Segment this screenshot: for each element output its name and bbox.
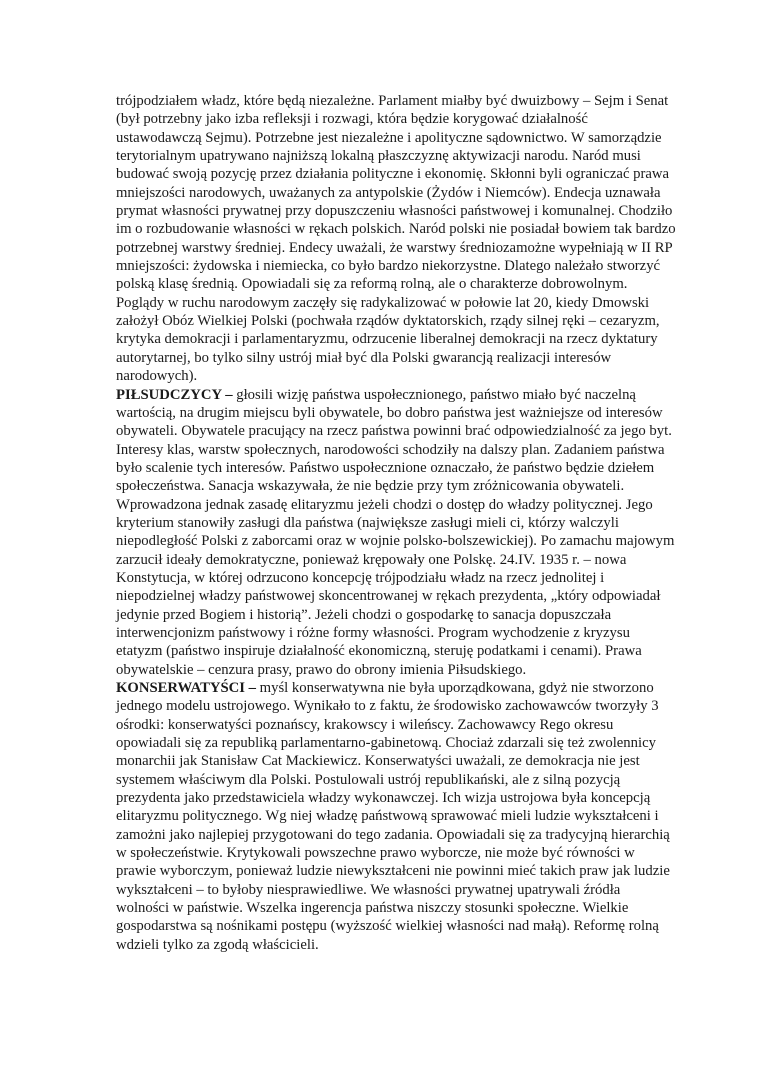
paragraph-text: głosili wizję państwa uspołecznionego, państwo miało być naczelną wartością, na drugim miejscu byli obywatele, bo dobro państwa jest ważniejsze od interesów obywateli. Obywatele pracujący na rzecz państwa powinni brać odpowiedzialność za jego byt. Interesy klas, warstw społecznych, narodowości schodziły na dalszy plan. Zadaniem państwa było scalenie tych interesów. Państwo uspołecznione oznaczało, że państwo będzie dziełem społeczeństwa. Sanacja wskazywała, że nie będzie przy tym zróżnicowania obywateli. Wprowadzona jednak zasadę elitaryzmu jeżeli chodzi o dostęp do władzy politycznej. Jego kryterium stanowiły zasługi dla państwa (największe zasługi mieli ci, którzy walczyli niepodległość Polski z zaborcami oraz w wojnie polsko-bolszewickiej). Po zamachu majowym zarzucił ideały demokratyczne, ponieważ krępowały one Polskę. 24.IV. 1935 r. – nowa Konstytucja, w której odrzucono koncepcję trójpodziału władz na rzecz jednolitej i niepodzielnej władzy państwowej skoncentrowanej w rękach prezydenta, „który odpowiadał jedynie przed Bogiem i historią”. Jeżeli chodzi o gospodarkę to sanacja dopuszczała interwencjonizm państwowy i różne formy własności. Program wychodzenie z kryzysu etatyzm (państwo inspiruje działalność ekonomiczną, steruję podatkami i cenami). Prawa obywatelskie – cenzura prasy, prawo do obrony imienia Piłsudskiego. <box>116 386 675 678</box>
section-heading-konserwatysci: KONSERWATYŚCI – <box>116 680 256 696</box>
paragraph-konserwatysci <box>116 679 676 954</box>
paragraph-text: trójpodziałem władz, które będą niezależne. Parlament miałby być dwuizbowy – Sejm i Senat (był potrzebny jako izba refleksji i rozwagi, która będzie korygować działalność ustawodawczą Sejmu). Potrzebne jest niezależne i apolityczne sądownictwo. W samorządzie terytorialnym upatrywano najniższą lokalną płaszczyznę aktywizacji narodu. Naród musi budować swoją pozycję przez działania polityczne i ekonomię. Skłonni byli ograniczać prawa mniejszości narodowych, uważanych za antypolskie (Żydów i Niemców). Endecja uznawała prymat własności prywatnej przy dopuszczeniu własności państwowej i komunalnej. Chodziło im o rozbudowanie własności w rękach polskich. Naród polski nie posiadał bowiem tak bardzo potrzebnej warstwy średniej. Endecy uważali, że warstwy średniozamożne wypełniają w II RP mniejszości: żydowska i niemiecka, co było bardzo niekorzystne. Dlatego należało stworzyć polską klasę średnią. Opowiadali się za reformą rolną, ale o charakterze dobrowolnym. Poglądy w ruchu narodowym zaczęły się radykalizować w połowie lat 20, kiedy Dmowski założył Obóz Wielkiej Polski (pochwała rządów dyktatorskich, rządy silnej ręki – cezaryzm, krytyka demokracji i parlamentaryzmu, odrzucenie liberalnej demokracji na rzecz dyktatury autorytarnej, bo tylko silny ustrój miał być dla Polski gwarancją realizacji interesów narodowych). <box>116 93 676 385</box>
paragraph-narodowcy-continued <box>116 92 676 386</box>
document-page <box>116 92 676 954</box>
paragraph-text: myśl konserwatywna nie była uporządkowana, gdyż nie stworzono jednego modelu ustrojowego. Wynikało to z faktu, że środowisko zachowawców tworzyły 3 ośrodki: konserwatyści poznańscy, krakowscy i wileńscy. Zachowawcy Rego okresu opowiadali się za republiką parlamentarno-gabinetową. Chociaż zdarzali się też zwolennicy monarchii jak Stanisław Cat Mackiewicz. Konserwatyści uważali, ze demokracja nie jest systemem właściwym dla Polski. Postulowali ustrój republikański, ale z silną pozycją prezydenta jako przedstawiciela władzy wykonawczej. Ich wizja ustrojowa była koncepcją elitaryzmu politycznego. Wg niej władzę państwową sprawować mieli ludzie wykształceni i zamożni jako najlepiej przygotowani do tego zadania. Opowiadali się za tradycyjną hierarchią w społeczeństwie. Krytykowali powszechne prawo wyborcze, nie może być równości w prawie wyborczym, ponieważ ludzie niewykształceni nie powinni mieć takich praw jak ludzie wykształceni – to byłoby niesprawiedliwe. We własności prywatnej upatrywali źródła wolności w państwie. Wszelka ingerencja państwa niszczy stosunki społeczne. Wielkie gospodarstwa są nośnikami postępu (wyższość wielkiej własności nad małą). Reformę rolną wdzieli tylko za zgodą właścicieli. <box>116 680 670 953</box>
section-heading-pilsudczycy: PIŁSUDCZYCY – <box>116 386 233 403</box>
paragraph-pilsudczycy <box>116 386 676 680</box>
